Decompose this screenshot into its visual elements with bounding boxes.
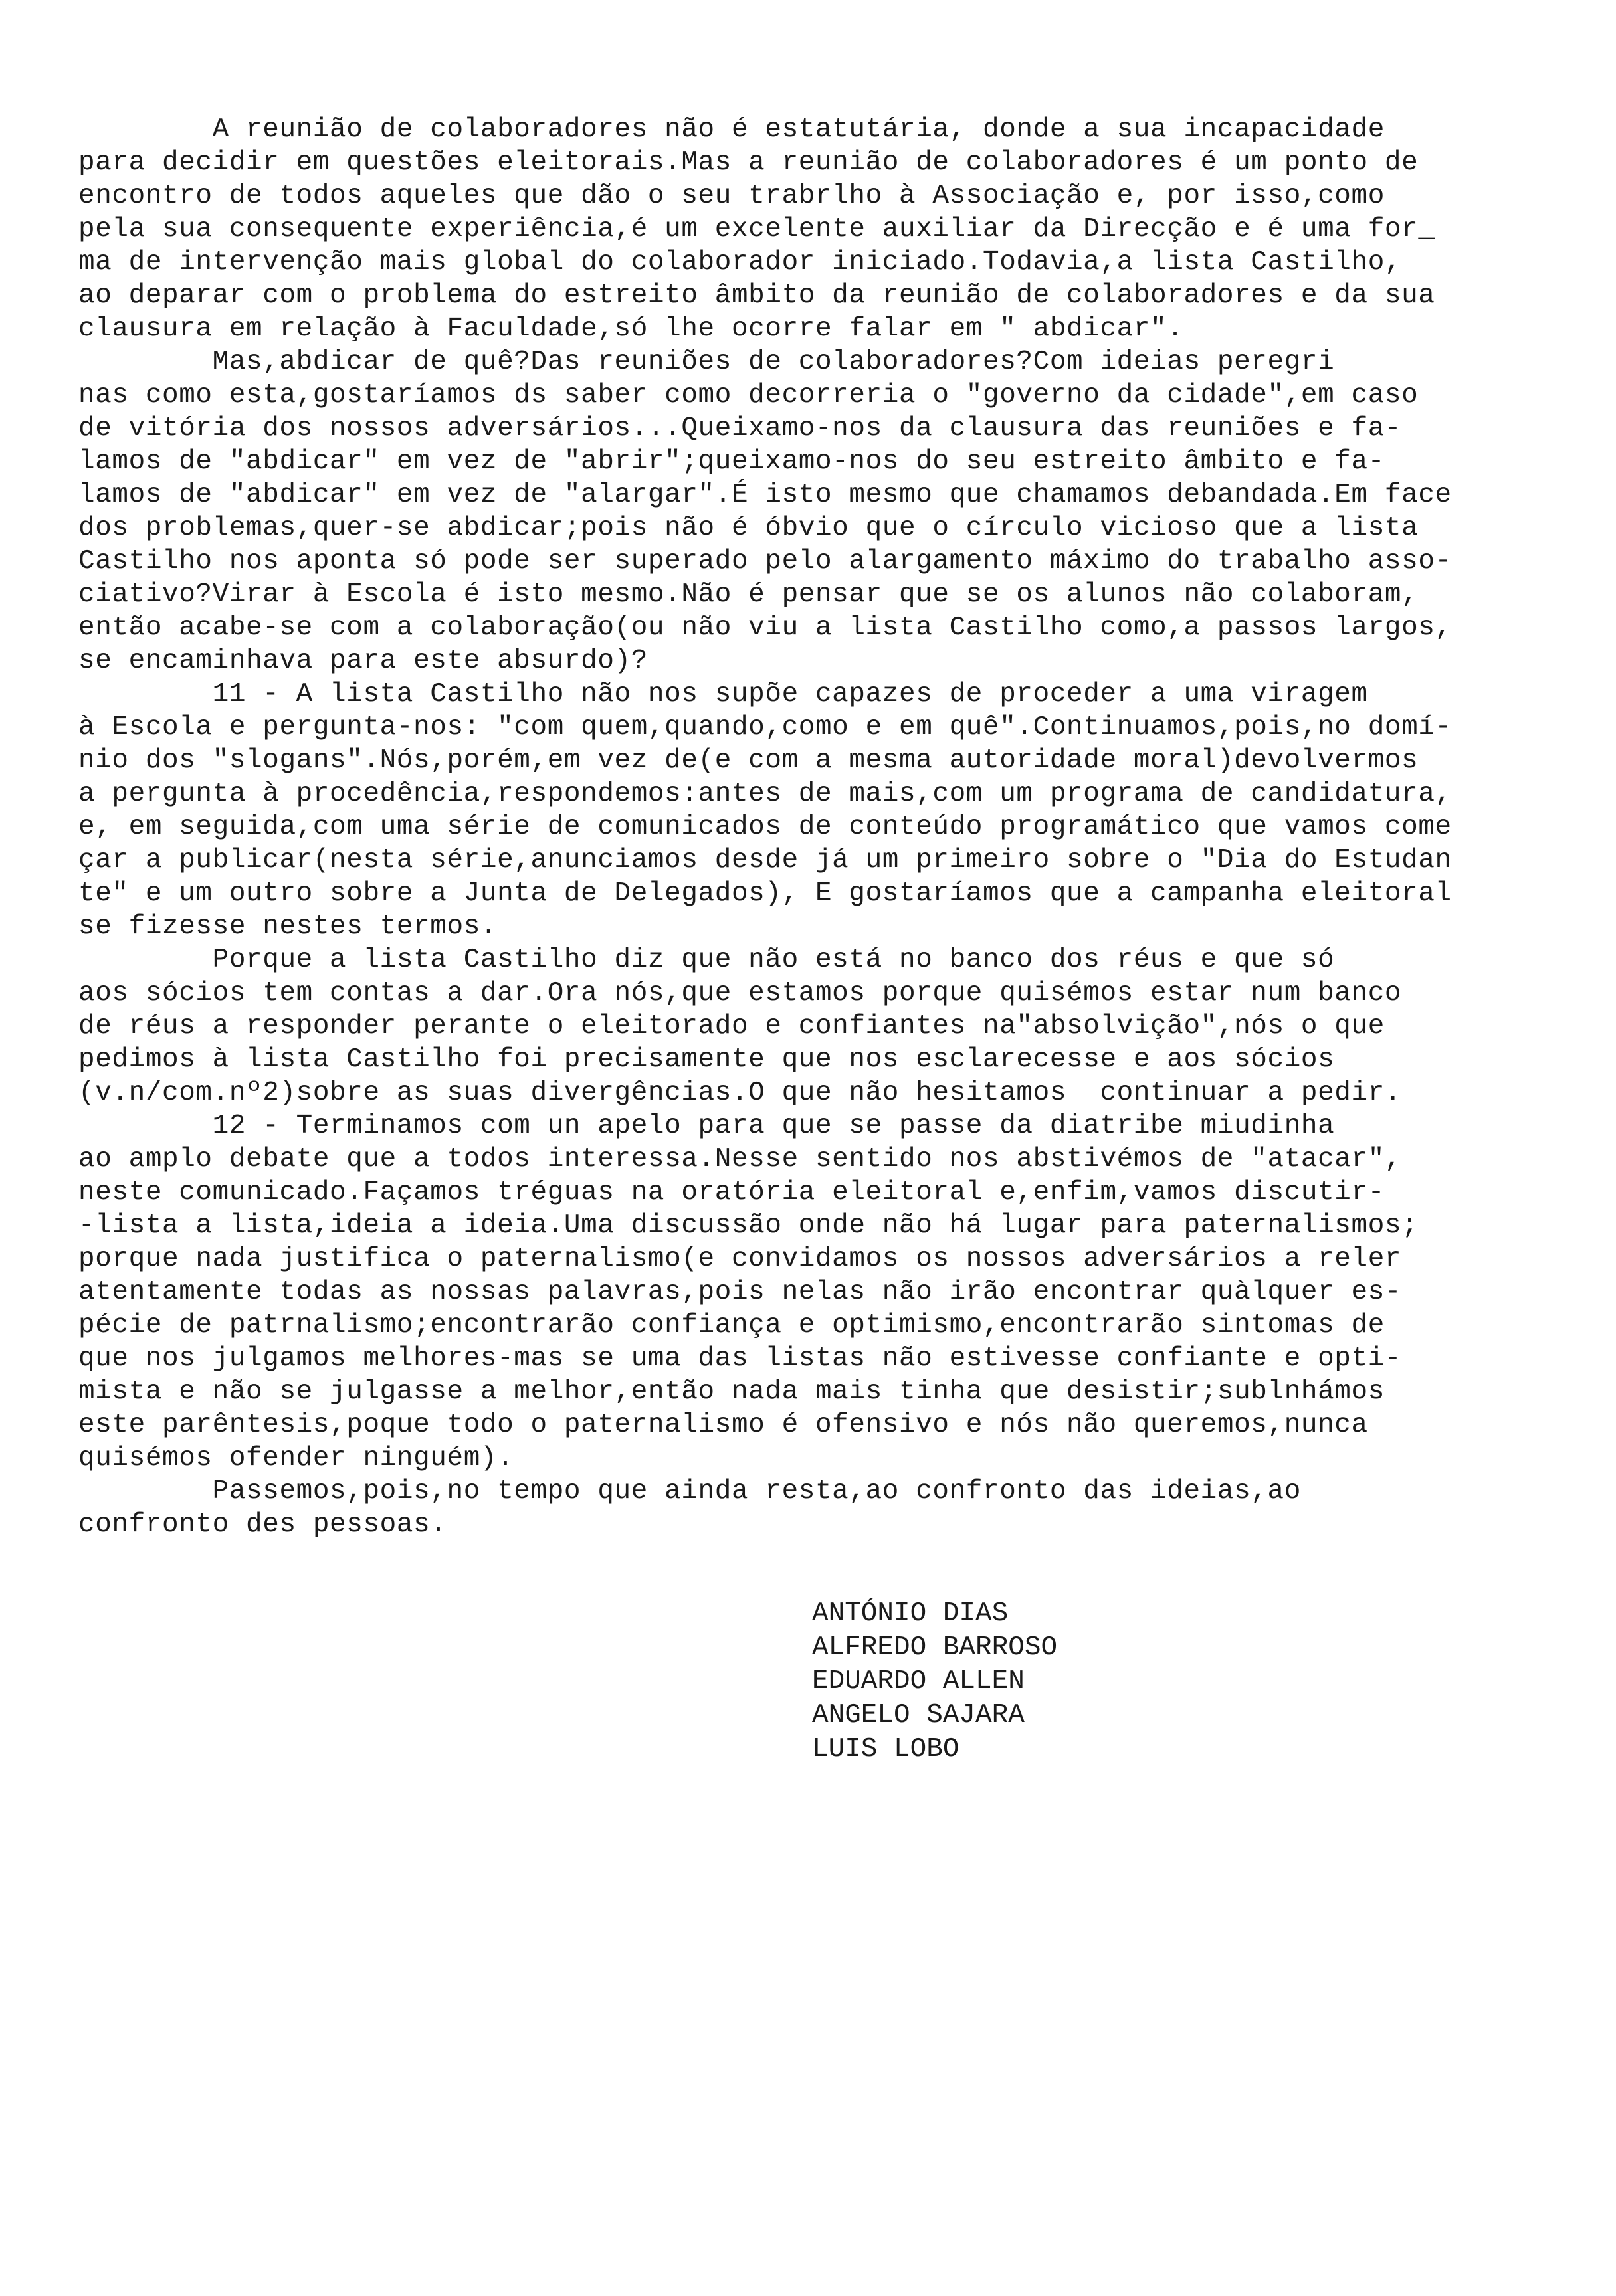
text-line: 11 - A lista Castilho não nos supõe capazes de proceder a uma viragem bbox=[78, 679, 1368, 710]
text-line: atentamente todas as nossas palavras,pois nelas não irão encontrar quàlquer es- bbox=[78, 1277, 1402, 1307]
text-line: lamos de "abdicar" em vez de "alargar".É isto mesmo que chamamos debandada.Em face bbox=[78, 480, 1452, 510]
text-line: dos problemas,quer-se abdicar;pois não é óbvio que o círculo vicioso que a lista bbox=[78, 513, 1419, 543]
text-line: Passemos,pois,no tempo que ainda resta,ao confronto das ideias,ao bbox=[78, 1476, 1301, 1507]
text-line: pela sua consequente experiência,é um excelente auxiliar da Direcção e é uma for_ bbox=[78, 214, 1435, 244]
signatory-name: ANTÓNIO DIAS bbox=[812, 1598, 1009, 1629]
text-line: de vitória dos nossos adversários...Queixamo-nos da clausura das reuniões e fa- bbox=[78, 413, 1402, 444]
text-line: te" e um outro sobre a Junta de Delegados), E gostaríamos que a campanha eleitoral bbox=[78, 878, 1452, 909]
text-line: nas como esta,gostaríamos ds saber como decorreria o "governo da cidade",em caso bbox=[78, 380, 1419, 411]
text-line: encontro de todos aqueles que dão o seu trabrlho à Associação e, por isso,como bbox=[78, 181, 1385, 211]
signatory-name: ANGELO SAJARA bbox=[812, 1700, 1025, 1731]
text-line: se encaminhava para este absurdo)? bbox=[78, 646, 648, 676]
text-line: 12 - Terminamos com un apelo para que se passe da diatribe miudinha bbox=[78, 1111, 1335, 1141]
text-line: aos sócios tem contas a dar.Ora nós,que estamos porque quisémos estar num banco bbox=[78, 978, 1402, 1008]
text-line: confronto des pessoas. bbox=[78, 1509, 447, 1540]
text-line: porque nada justifica o paternalismo(e convidamos os nossos adversários a reler bbox=[78, 1244, 1402, 1274]
signatory-name: LUIS LOBO bbox=[812, 1734, 960, 1765]
signatory-name: EDUARDO ALLEN bbox=[812, 1666, 1025, 1697]
signature-block bbox=[812, 1597, 1211, 1767]
text-line: e, em seguida,com uma série de comunicados de conteúdo programático que vamos come bbox=[78, 812, 1452, 842]
text-line: clausura em relação à Faculdade,só lhe ocorre falar em " abdicar". bbox=[78, 314, 1184, 344]
text-line: ao deparar com o problema do estreito âmbito da reunião de colaboradores e da sua bbox=[78, 280, 1435, 311]
text-line: ma de intervenção mais global do colaborador iniciado.Todavia,a lista Castilho, bbox=[78, 247, 1402, 278]
text-line: a pergunta à procedência,respondemos:antes de mais,com um programa de candidatura, bbox=[78, 779, 1452, 809]
text-line: A reunião de colaboradores não é estatutária, donde a sua incapacidade bbox=[78, 114, 1385, 145]
text-line: de réus a responder perante o eleitorado e confiantes na"absolvição",nós o que bbox=[78, 1011, 1385, 1042]
text-line: nio dos "slogans".Nós,porém,em vez de(e com a mesma autoridade moral)devolvermos bbox=[78, 745, 1419, 776]
text-line: este parêntesis,poque todo o paternalismo é ofensivo e nós não queremos,nunca bbox=[78, 1410, 1368, 1440]
text-line: então acabe-se com a colaboração(ou não viu a lista Castilho como,a passos largos, bbox=[78, 613, 1452, 643]
text-line: à Escola e pergunta-nos: "com quem,quando,como e em quê".Continuamos,pois,no domí- bbox=[78, 712, 1452, 743]
document-body bbox=[78, 113, 1514, 1541]
text-line: (v.n/com.nº2)sobre as suas divergências.O que não hesitamos continuar a pedir. bbox=[78, 1078, 1402, 1108]
text-line: ciativo?Virar à Escola é isto mesmo.Não é pensar que se os alunos não colaboram, bbox=[78, 579, 1419, 610]
text-line: mista e não se julgasse a melhor,então nada mais tinha que desistir;sublnhámos bbox=[78, 1377, 1385, 1407]
text-line: ao amplo debate que a todos interessa.Nesse sentido nos abstivémos de "atacar", bbox=[78, 1144, 1402, 1175]
text-line: Porque a lista Castilho diz que não está no banco dos réus e que só bbox=[78, 945, 1335, 975]
text-line: quisémos ofender ninguém). bbox=[78, 1443, 514, 1474]
text-line: que nos julgamos melhores-mas se uma das listas não estivesse confiante e opti- bbox=[78, 1343, 1402, 1374]
text-line: para decidir em questões eleitorais.Mas a reunião de colaboradores é um ponto de bbox=[78, 147, 1419, 178]
text-line: pécie de patrnalismo;encontrarão confiança e optimismo,encontrarão sintomas de bbox=[78, 1310, 1385, 1341]
signatory-name: ALFREDO BARROSO bbox=[812, 1632, 1058, 1663]
text-line: Mas,abdicar de quê?Das reuniões de colaboradores?Com ideias peregri bbox=[78, 347, 1335, 377]
text-line: çar a publicar(nesta série,anunciamos desde já um primeiro sobre o "Dia do Estudan bbox=[78, 845, 1452, 876]
text-line: pedimos à lista Castilho foi precisamente que nos esclarecesse e aos sócios bbox=[78, 1044, 1335, 1075]
text-line: Castilho nos aponta só pode ser superado pelo alargamento máximo do trabalho asso- bbox=[78, 546, 1452, 577]
text-line: neste comunicado.Façamos tréguas na oratória eleitoral e,enfim,vamos discutir- bbox=[78, 1177, 1385, 1208]
text-line: lamos de "abdicar" em vez de "abrir";queixamo-nos do seu estreito âmbito e fa- bbox=[78, 446, 1385, 477]
text-line: se fizesse nestes termos. bbox=[78, 911, 498, 942]
text-line: -lista a lista,ideia a ideia.Uma discussão onde não há lugar para paternalismos; bbox=[78, 1210, 1419, 1241]
